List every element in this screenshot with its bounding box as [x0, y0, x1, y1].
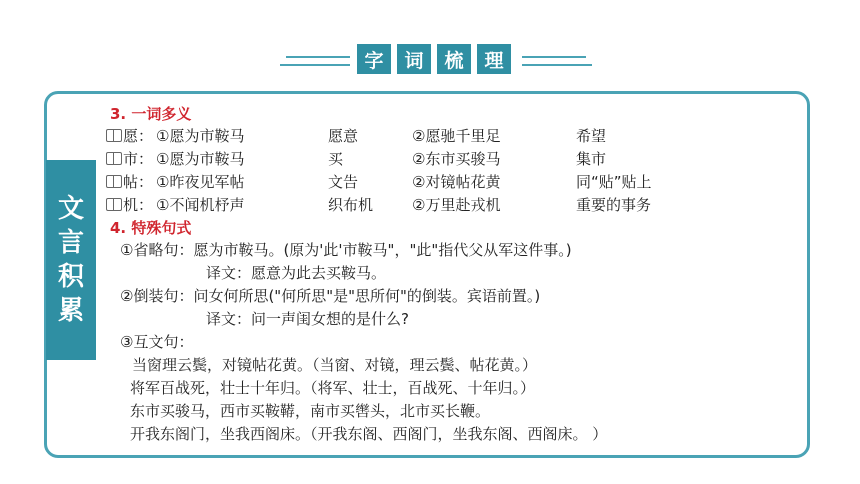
- side-label-char: 言: [57, 228, 84, 258]
- polysemy-row: [110, 148, 800, 171]
- polysemy-word-text: 帖：: [123, 173, 154, 191]
- header-char: 字: [357, 44, 391, 74]
- polysemy-s2: ②对镜帖花黄: [412, 173, 501, 191]
- polysemy-row: [110, 171, 800, 194]
- header-char: 理: [477, 44, 511, 74]
- book-icon: [106, 152, 122, 165]
- sentence-line: ②倒装句：问女何所思("何所思"是"思所何"的倒装。宾语前置。): [120, 287, 541, 305]
- section-title-polysemy: 3. 一词多义: [110, 105, 192, 123]
- section-title-special-sentences: 4. 特殊句式: [110, 219, 192, 237]
- section-header: [0, 44, 860, 76]
- side-label-char: 文: [57, 194, 84, 224]
- side-label-char: 累: [57, 296, 84, 326]
- polysemy-row: [110, 125, 800, 148]
- polysemy-m2: 希望: [576, 127, 607, 145]
- polysemy-m1: 买: [328, 150, 344, 168]
- header-line-left-top: [286, 56, 350, 58]
- sentence-line: 将军百战死，壮士十年归。（将军、壮士，百战死、十年归。）: [130, 379, 536, 397]
- book-icon: [106, 198, 122, 211]
- polysemy-m2: 集市: [576, 150, 607, 168]
- header-line-left-bottom: [280, 64, 350, 66]
- polysemy-s2: ②愿驰千里足: [412, 127, 501, 145]
- content-area: [110, 103, 800, 446]
- polysemy-s1: ①愿为市鞍马: [156, 150, 245, 168]
- polysemy-m1: 愿意: [328, 127, 359, 145]
- header-char: 梳: [437, 44, 471, 74]
- polysemy-word-text: 愿：: [123, 127, 154, 145]
- polysemy-s1: ①愿为市鞍马: [156, 127, 245, 145]
- polysemy-word-text: 机：: [123, 196, 154, 214]
- header-char: 词: [397, 44, 431, 74]
- sentence-line: ③互文句：: [120, 333, 194, 351]
- polysemy-word-text: 市：: [123, 150, 154, 168]
- sentence-line: 当窗理云鬓，对镜帖花黄。（当窗、对镜，理云鬓、帖花黄。）: [132, 356, 538, 374]
- polysemy-word: [106, 148, 153, 171]
- polysemy-s2: ②万里赴戎机: [412, 196, 501, 214]
- polysemy-word: [106, 171, 153, 194]
- side-label: [46, 160, 96, 360]
- sentence-line: ①省略句：愿为市鞍马。(原为'此'市鞍马"，"此"指代父从军这件事。): [120, 241, 572, 259]
- polysemy-m2: 同“贴”贴上: [576, 173, 652, 191]
- header-title: [357, 44, 511, 74]
- header-line-right-bottom: [522, 64, 592, 66]
- polysemy-row: [110, 194, 800, 217]
- polysemy-s1: ①昨夜见军帖: [156, 173, 245, 191]
- sentence-line: 东市买骏马，西市买鞍鞯，南市买辔头，北市买长鞭。: [130, 402, 491, 420]
- sentence-line: 译文：愿意为此去买鞍马。: [206, 264, 387, 282]
- polysemy-m2: 重要的事务: [576, 196, 652, 214]
- sentence-line: 开我东阁门，坐我西阁床。（开我东阁、西阁门，坐我东阁、西阁床。 ）: [130, 425, 608, 443]
- header-line-right-top: [522, 56, 586, 58]
- polysemy-word: [106, 194, 153, 217]
- sentence-line: 译文：问一声闺女想的是什么?: [206, 310, 409, 328]
- polysemy-word: [106, 125, 153, 148]
- polysemy-s1: ①不闻机杼声: [156, 196, 245, 214]
- polysemy-m1: 织布机: [328, 196, 374, 214]
- book-icon: [106, 175, 122, 188]
- polysemy-m1: 文告: [328, 173, 359, 191]
- book-icon: [106, 129, 122, 142]
- side-label-char: 积: [57, 262, 84, 292]
- polysemy-s2: ②东市买骏马: [412, 150, 501, 168]
